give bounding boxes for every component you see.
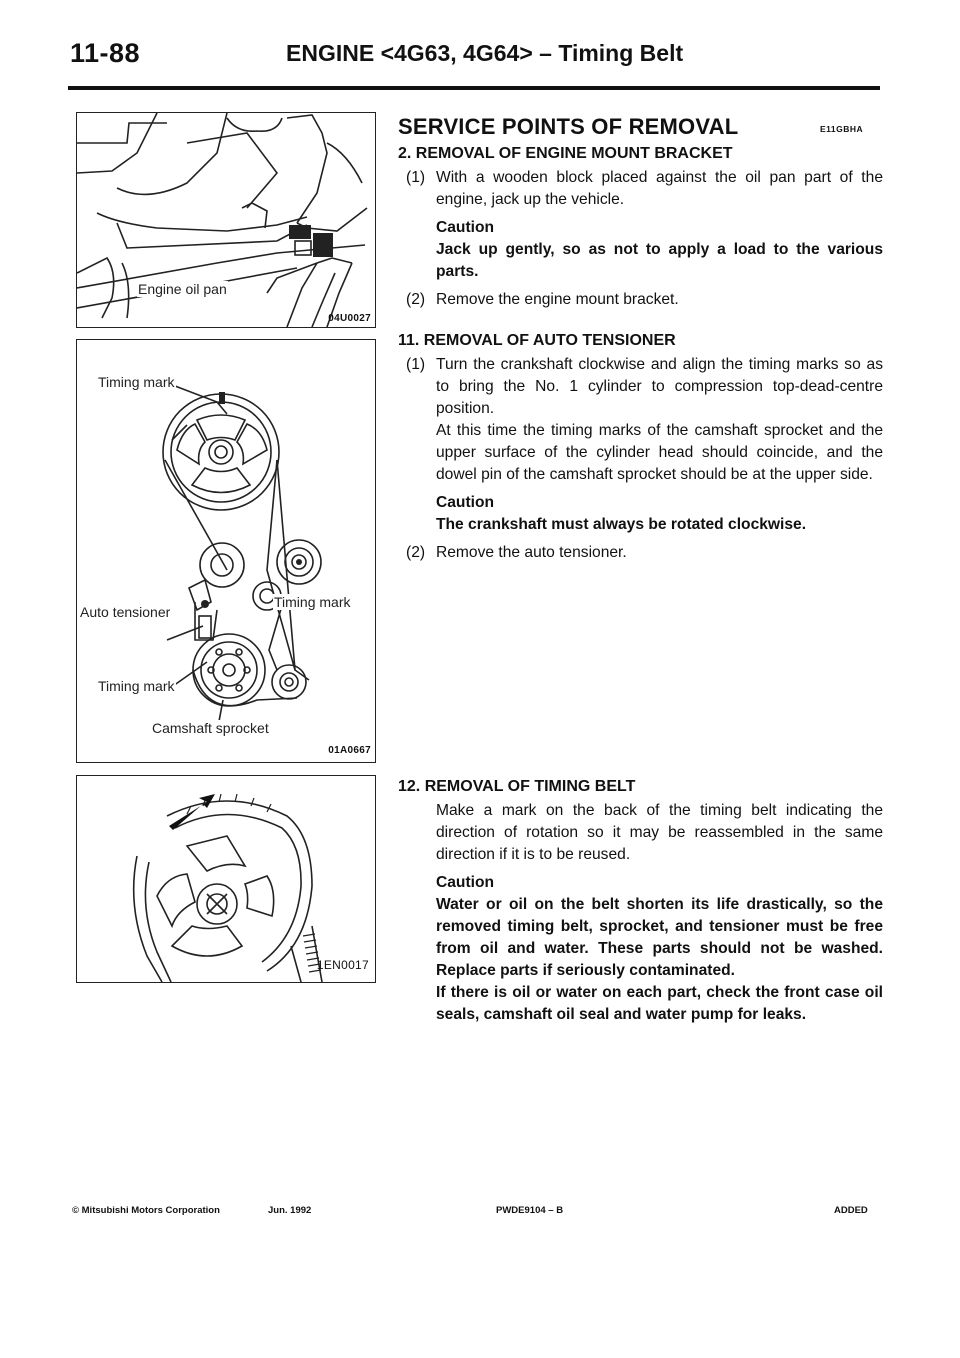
item-2-caution-text: Jack up gently, so as not to apply a load to the various parts. — [436, 241, 883, 280]
item-11-step-1-detail: At this time the timing marks of the camshaft sprocket and the upper surface of the cylinder head should coincide, and the dowel pin of the camshaft sprocket should be at the upper side. — [436, 422, 883, 483]
belt-direction-illustration — [77, 776, 375, 982]
item-2-step-2: (2) Remove the engine mount bracket. — [406, 291, 679, 308]
page-number: 11-88 — [70, 38, 141, 68]
footer-copyright: © Mitsubishi Motors Corporation — [72, 1205, 220, 1216]
item-11-block — [398, 330, 883, 564]
item-11-step-1: (1) Turn the crankshaft clockwise and align the timing marks so as to bring the No. 1 cylinder to compression top-dead-centre position. — [406, 356, 883, 417]
item-12-caution-text-1: Water or oil on the belt shorten its life drastically, so the removed timing belt, sprocket, and tensioner must be free from oil and water. These parts should not be washed. Replace parts if seriously contaminated. — [436, 896, 883, 979]
timing-mark-right-label: Timing mark — [274, 594, 351, 610]
item-11-step-2: (2) Remove the auto tensioner. — [406, 544, 627, 561]
camshaft-sprocket-label: Camshaft sprocket — [152, 720, 269, 736]
figure-id-label: 1EN0017 — [316, 958, 369, 972]
figure-id-label: 01A0667 — [328, 745, 371, 756]
item-11-caution-label: Caution — [436, 494, 495, 511]
header-rule — [68, 86, 880, 90]
item-12-text: Make a mark on the back of the timing belt indicating the direction of rotation so it may be reassembled in the same direction if it is to be reused. — [436, 802, 883, 863]
item-2-step-1: (1) With a wooden block placed against the oil pan part of the engine, jack up the vehicle. — [406, 169, 883, 208]
engine-oil-pan-label: Engine oil pan — [138, 281, 227, 297]
figure-id-label: 04U0027 — [328, 313, 371, 324]
item-11-heading: 11. REMOVAL OF AUTO TENSIONER — [398, 332, 676, 349]
item-12-caution-text-2: If there is oil or water on each part, check the front case oil seals, camshaft oil seal and water pump for leaks. — [436, 984, 883, 1023]
figure-oil-pan-jack — [76, 112, 376, 328]
item-12-heading: 12. REMOVAL OF TIMING BELT — [398, 778, 636, 795]
auto-tensioner-label: Auto tensioner — [80, 604, 171, 620]
timing-mark-top-label: Timing mark — [98, 374, 175, 390]
item-12-block — [398, 776, 883, 1026]
item-2-heading: 2. REMOVAL OF ENGINE MOUNT BRACKET — [398, 145, 733, 162]
item-12-caution-label: Caution — [436, 874, 495, 891]
timing-belt-layout-illustration — [77, 340, 375, 762]
section-code: E11GBHA — [820, 124, 864, 134]
section-title: SERVICE POINTS OF REMOVAL — [398, 114, 739, 139]
item-2-caution-label: Caution — [436, 219, 495, 236]
footer-doc-code: PWDE9104 – B — [496, 1205, 564, 1216]
figure-belt-direction — [76, 775, 376, 983]
page-title: ENGINE <4G63, 4G64> – Timing Belt — [286, 40, 684, 66]
timing-mark-bottom-label: Timing mark — [98, 678, 175, 694]
item-11-caution-text: The crankshaft must always be rotated clockwise. — [436, 516, 807, 533]
footer-date: Jun. 1992 — [268, 1205, 312, 1216]
footer-status: ADDED — [834, 1205, 868, 1216]
figure-timing-marks — [76, 339, 376, 763]
item-2-block — [398, 143, 883, 311]
